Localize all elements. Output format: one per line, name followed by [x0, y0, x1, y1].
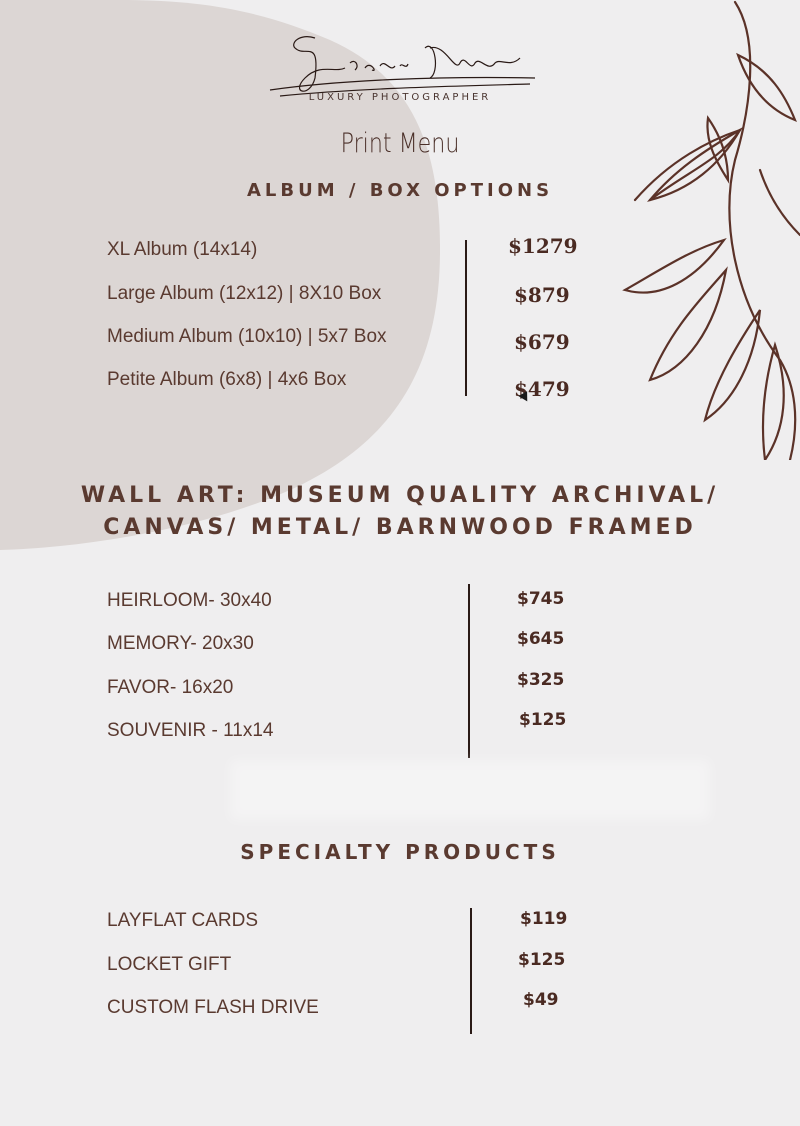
list-item-price: $1279: [508, 234, 578, 258]
faded-watermark: [230, 760, 710, 820]
list-item-label: MEMORY- 20x30: [107, 633, 254, 654]
section-title-line: CANVAS/ METAL/ BARNWOOD FRAMED: [103, 515, 697, 540]
list-item-price: $645: [517, 629, 565, 649]
leaf-branch-icon: [620, 0, 800, 460]
list-item-label: LOCKET GIFT: [107, 954, 232, 975]
list-item-label: XL Album (14x14): [107, 239, 258, 260]
column-divider: [468, 584, 470, 758]
brand-tagline: LUXURY PHOTOGRAPHER: [308, 92, 492, 103]
list-item-price: $479: [514, 377, 570, 401]
list-item-price: $49: [523, 990, 559, 1010]
list-item-price: $125: [519, 710, 567, 730]
page-title: Print Menu: [340, 128, 460, 159]
list-item-label: SOUVENIR - 11x14: [107, 720, 274, 741]
section-title-album-box: ALBUM / BOX OPTIONS: [246, 180, 554, 201]
list-item-price: $125: [518, 950, 566, 970]
list-item-price: $325: [517, 670, 565, 690]
list-item-label: Medium Album (10x10) | 5x7 Box: [107, 326, 387, 347]
section-title-line: WALL ART: MUSEUM QUALITY ARCHIVAL/: [80, 483, 720, 508]
list-item-price: $119: [520, 909, 568, 929]
list-item-price: $679: [514, 330, 570, 354]
section-title-wall-art: [0, 480, 800, 544]
list-item-label: Large Album (12x12) | 8X10 Box: [107, 283, 382, 304]
list-item-label: LAYFLAT CARDS: [107, 910, 258, 931]
list-item-price: $879: [514, 283, 570, 307]
list-item-label: Petite Album (6x8) | 4x6 Box: [107, 369, 347, 390]
list-item-label: CUSTOM FLASH DRIVE: [107, 997, 319, 1018]
list-item-price: $745: [517, 589, 565, 609]
list-item-label: HEIRLOOM- 30x40: [107, 590, 272, 611]
section-title-specialty: SPECIALTY PRODUCTS: [240, 840, 560, 864]
list-item-label: FAVOR- 16x20: [107, 677, 234, 698]
column-divider: [470, 908, 472, 1034]
column-divider: [465, 240, 467, 396]
